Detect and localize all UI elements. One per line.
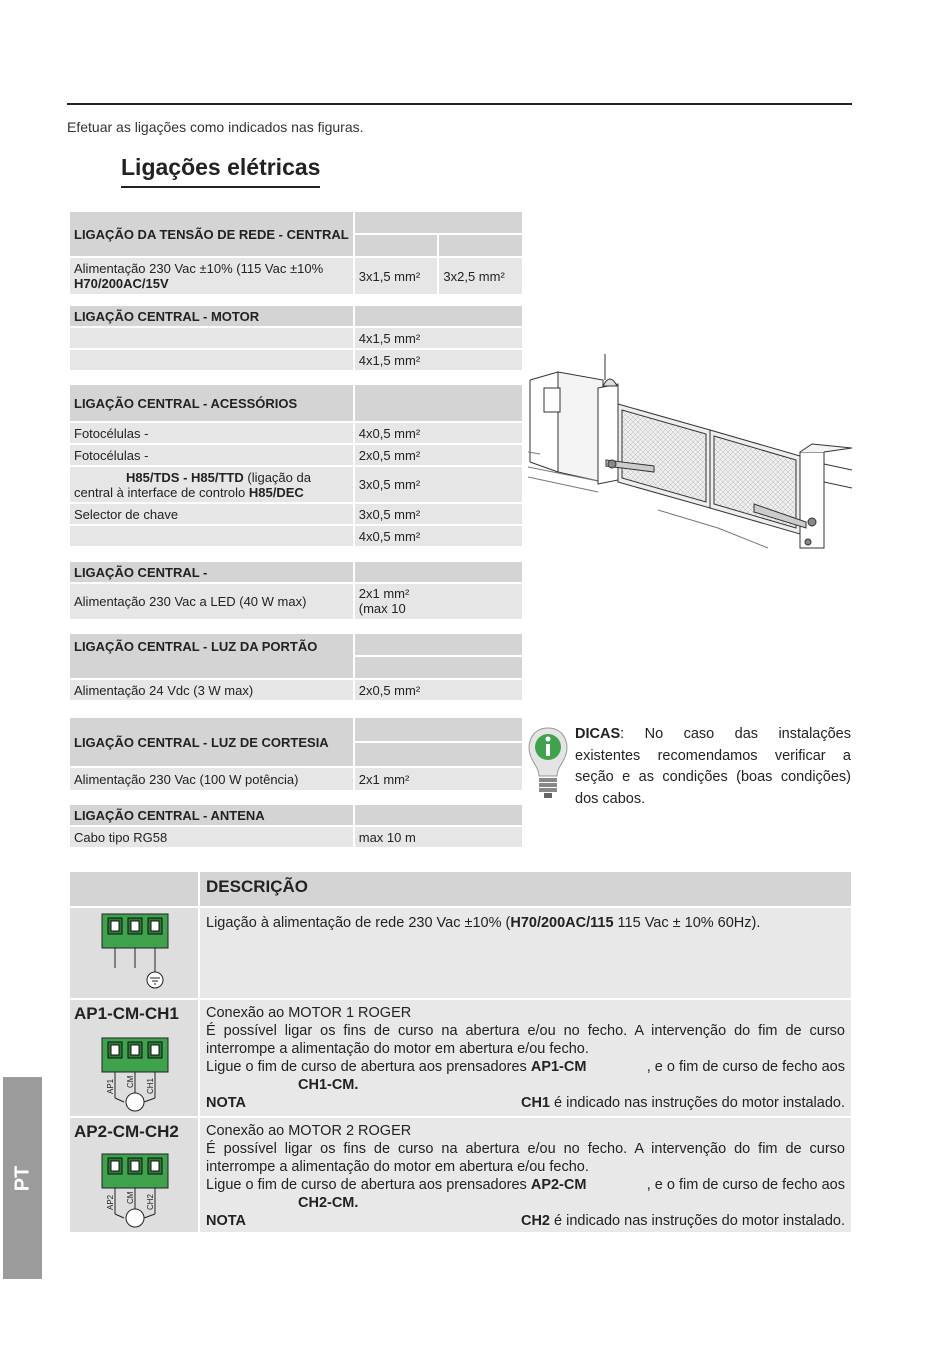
spec-label <box>70 350 353 370</box>
spec-label: Alimentação 230 Vac a LED (40 W max) <box>70 584 353 619</box>
spec-label: Alimentação 24 Vdc (3 W max) <box>70 680 353 700</box>
spec-value: 4x0,5 mm² <box>355 526 522 546</box>
spec-value: 3x0,5 mm² <box>355 504 522 524</box>
spec-table-led <box>70 562 522 621</box>
info-bulb-icon <box>527 726 569 800</box>
terminal-tag: AP1 <box>106 1078 115 1094</box>
spec-table-motor <box>70 306 522 372</box>
spec-value: 2x0,5 mm² <box>355 680 522 700</box>
spec-table-antena <box>70 805 522 849</box>
spec-table-cortesia <box>70 718 522 792</box>
limit-switch-terminal-icon <box>100 1152 170 1230</box>
spec-value: 4x1,5 mm² <box>355 350 522 370</box>
spec-value: 3x2,5 mm² <box>439 258 522 294</box>
spec-label <box>70 328 353 348</box>
spec-label: Fotocélulas - <box>70 423 353 443</box>
section-header: LIGAÇÃO CENTRAL - ANTENA <box>70 805 353 825</box>
spec-label: Alimentação 230 Vac (100 W potência) <box>70 768 353 790</box>
spec-table-acessorios <box>70 385 522 548</box>
spec-value: 2x1 mm² <box>355 768 522 790</box>
terminal-tag: CM <box>126 1191 135 1204</box>
gate-illustration <box>528 352 852 562</box>
spec-value: 3x1,5 mm² <box>355 258 438 294</box>
limit-switch-terminal-icon <box>100 1036 170 1114</box>
top-rule <box>67 103 852 105</box>
section-header: LIGAÇÃO CENTRAL - LUZ DA PORTÃO <box>70 634 353 678</box>
spec-value: 2x0,5 mm² <box>355 445 522 465</box>
section-header: LIGAÇÃO CENTRAL - <box>70 562 353 582</box>
terminal-label: AP1-CM-CH1 <box>74 1004 179 1023</box>
spec-label: H85/TDS - H85/TTD (ligação da central à interface de controlo H85/DEC <box>70 467 353 502</box>
mains-terminal-icon <box>100 912 170 990</box>
terminal-tag: CM <box>126 1075 135 1088</box>
section-header: LIGAÇÃO CENTRAL - ACESSÓRIOS <box>70 385 353 421</box>
terminal-tag: CH2 <box>146 1193 155 1210</box>
spec-label: Alimentação 230 Vac ±10% (115 Vac ±10% H70/200AC/15V <box>70 258 353 294</box>
page-title: Ligações elétricas <box>121 154 320 188</box>
language-tab: PT <box>3 1077 42 1279</box>
spec-value: 4x1,5 mm² <box>355 328 522 348</box>
spec-label: Fotocélulas - <box>70 445 353 465</box>
spec-value: 4x0,5 mm² <box>355 423 522 443</box>
terminal-label: AP2-CM-CH2 <box>74 1122 179 1141</box>
tip-box <box>527 724 851 810</box>
terminal-tag: CH1 <box>146 1077 155 1094</box>
spec-value: max 10 m <box>355 827 522 847</box>
spec-value: 3x0,5 mm² <box>355 467 522 502</box>
spec-label: Selector de chave <box>70 504 353 524</box>
intro-text: Efetuar as ligações como indicados nas figuras. <box>67 119 364 135</box>
spec-label: Cabo tipo RG58 <box>70 827 353 847</box>
spec-value: 2x1 mm² (max 10 <box>355 584 522 619</box>
section-header: LIGAÇÃO CENTRAL - MOTOR <box>70 306 353 326</box>
spec-table-luz-portao <box>70 634 522 702</box>
description-motor2: Conexão ao MOTOR 2 ROGER É possível ligar os fins de curso na abertura e/ou no fecho. A intervenção do fim de curso interrompe a alimentação do motor em abertura e/ou fecho. Ligue o fim de curso de abertura aos prensadores AP2-CM , e o fim de curso de fecho aos CH2-CM. NOTA CH2 é indicado nas instruções do motor instalado. <box>200 1118 851 1232</box>
spec-table-rede <box>70 212 522 296</box>
section-header: LIGAÇÃO DA TENSÃO DE REDE - CENTRAL <box>70 212 353 256</box>
description-motor1: Conexão ao MOTOR 1 ROGER É possível ligar os fins de curso na abertura e/ou no fecho. A intervenção do fim de curso interrompe a alimentação do motor em abertura e/ou fecho. Ligue o fim de curso de abertura aos prensadores AP1-CM , e o fim de curso de fecho aos CH1-CM. NOTA CH1 é indicado nas instruções do motor instalado. <box>200 1000 851 1116</box>
tip-text: DICAS: No caso das instalações existentes recomendamos verificar a seção e as condições (boas condições) dos cabos. <box>575 726 851 807</box>
description-header: DESCRIÇÃO <box>200 872 851 906</box>
description-mains: Ligação à alimentação de rede 230 Vac ±10% (H70/200AC/115 115 Vac ± 10% 60Hz). <box>200 908 851 998</box>
section-header: LIGAÇÃO CENTRAL - LUZ DE CORTESIA <box>70 718 353 766</box>
spec-label <box>70 526 353 546</box>
description-table <box>70 872 851 1234</box>
terminal-tag: AP2 <box>106 1194 115 1210</box>
